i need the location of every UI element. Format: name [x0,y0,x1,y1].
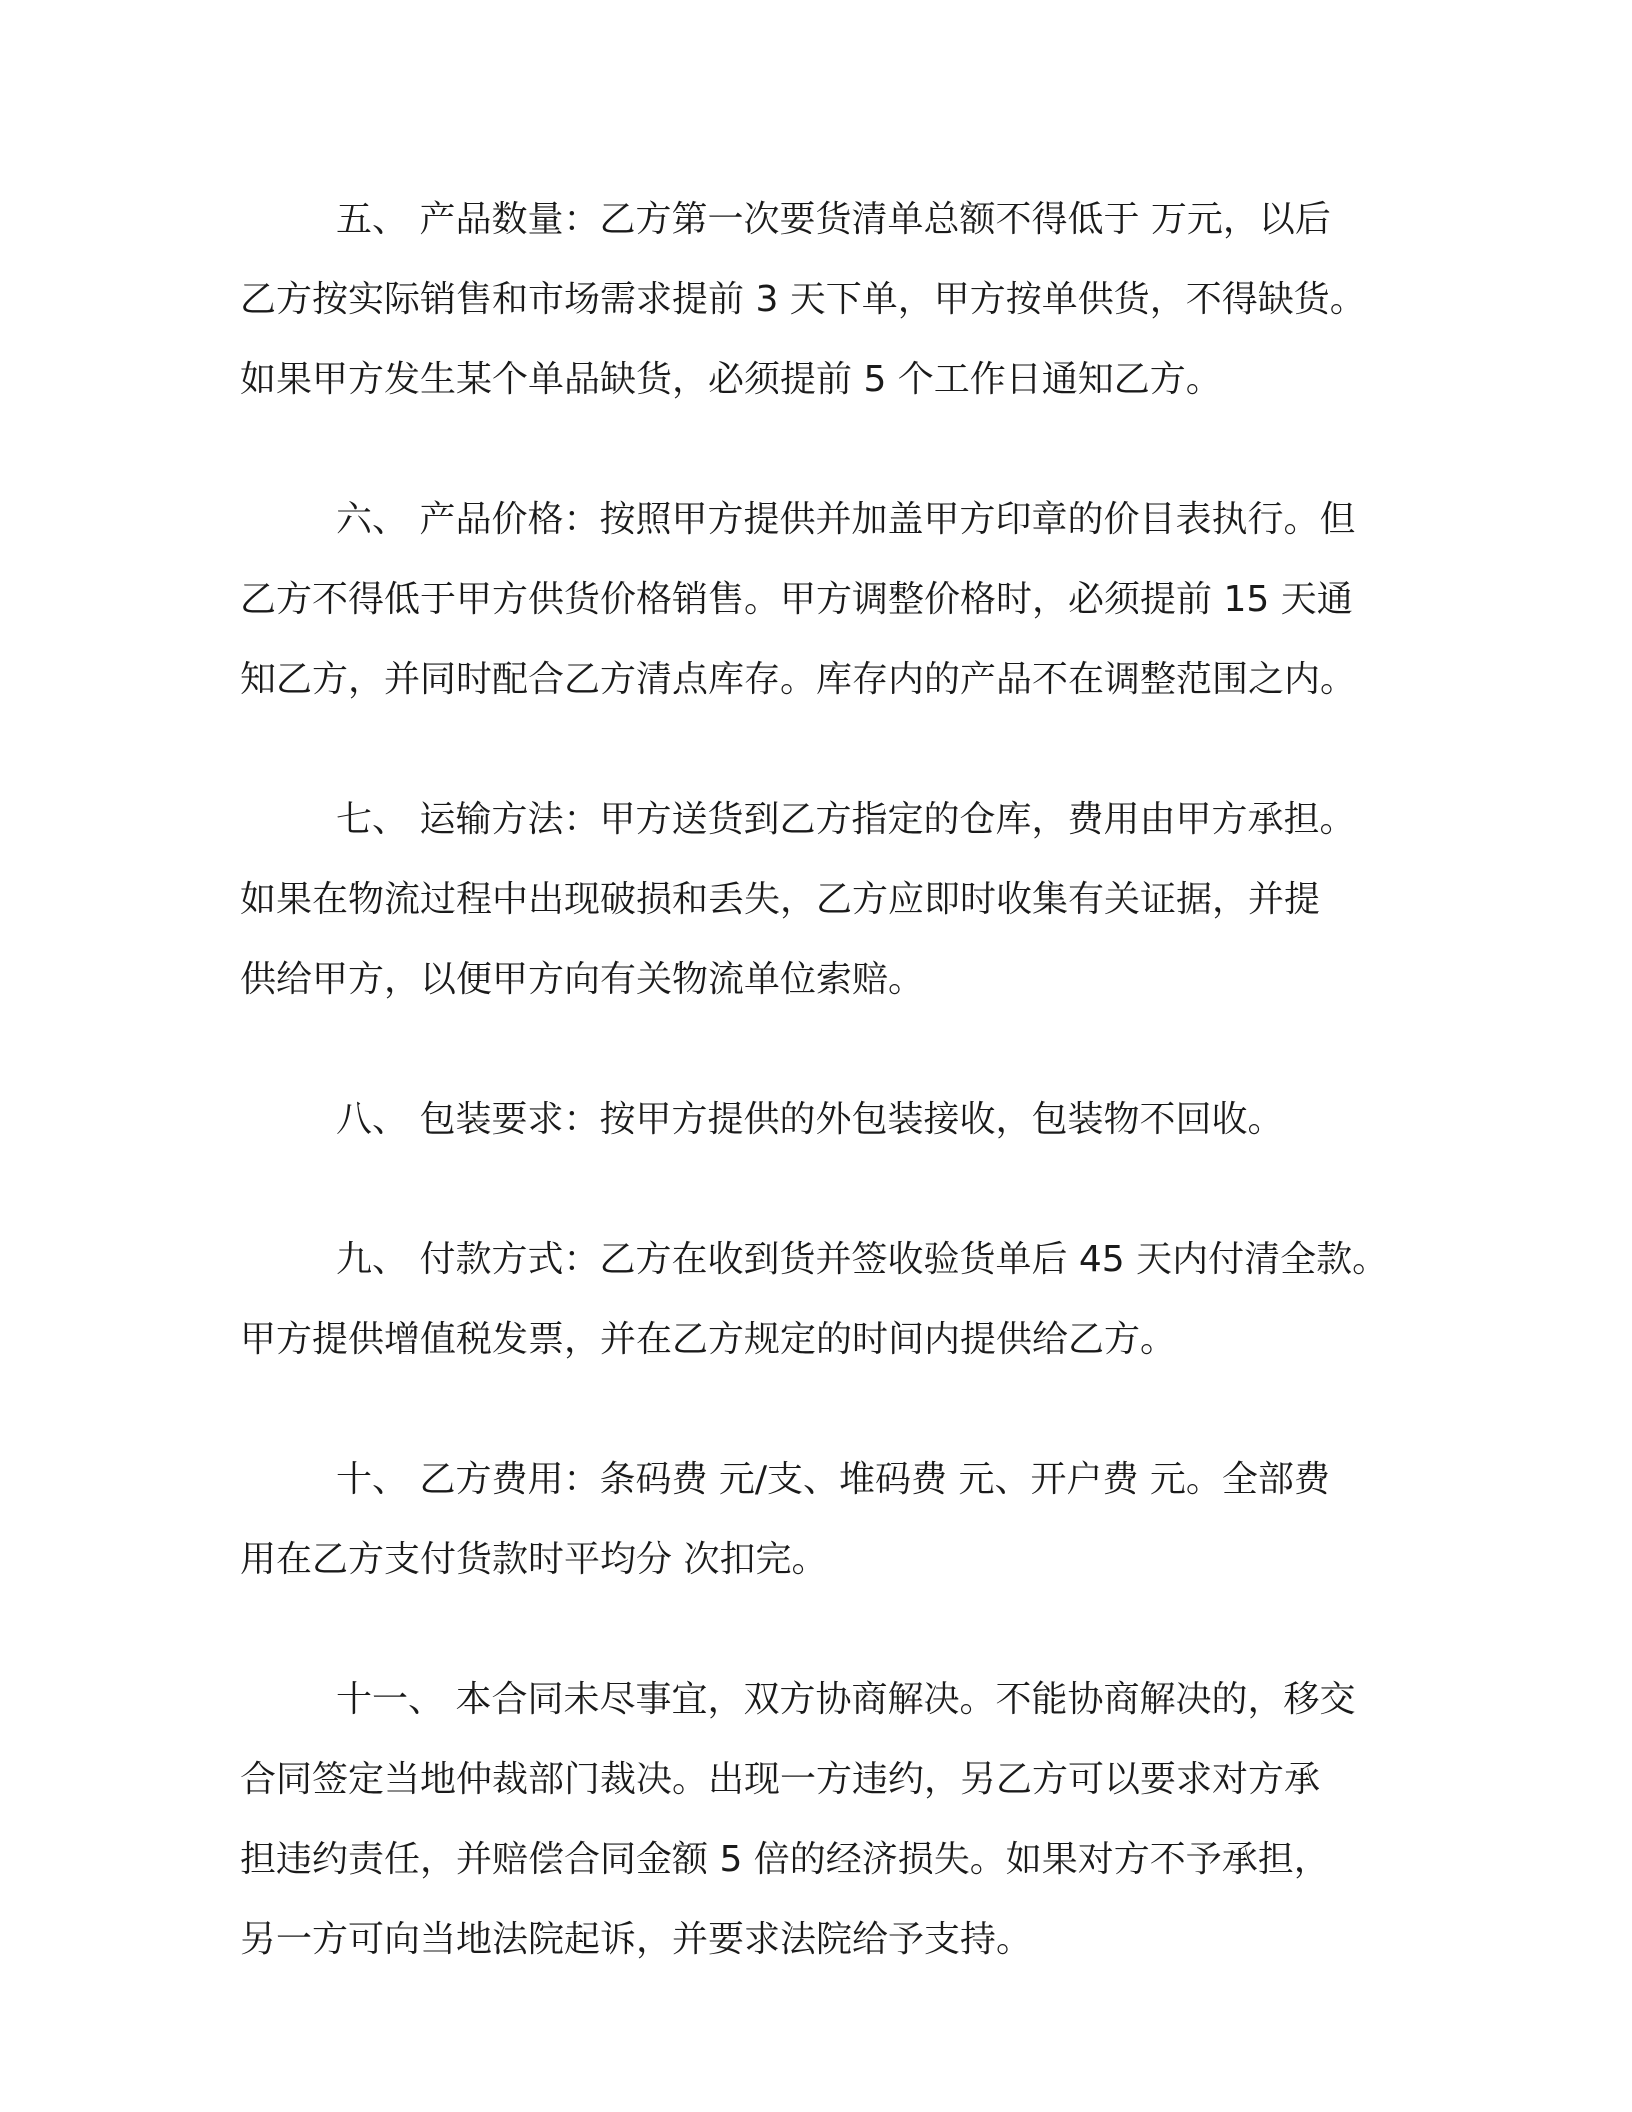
clause-line: 知乙方，并同时配合乙方清点库存。库存内的产品不在调整范围之内。 [240,659,1357,700]
clause-line: 乙方按实际销售和市场需求提前 3 天下单，甲方按单供货，不得缺货。 [240,279,1366,320]
clause-line: 用在乙方支付货款时平均分 次扣完。 [240,1539,828,1580]
clause-line: 担违约责任，并赔偿合同金额 5 倍的经济损失。如果对方不予承担， [240,1839,1330,1880]
clause-payment-method [240,1220,1400,1380]
clause-line: 七、 运输方法：甲方送货到乙方指定的仓库，费用由甲方承担。 [336,799,1356,840]
clause-line: 如果甲方发生某个单品缺货，必须提前 5 个工作日通知乙方。 [240,359,1222,400]
clause-line: 五、 产品数量：乙方第一次要货清单总额不得低于 万元，以后 [336,199,1331,240]
clause-party-b-fees [240,1440,1400,1600]
clause-line: 甲方提供增值税发票，并在乙方规定的时间内提供给乙方。 [240,1319,1177,1360]
clause-dispute-resolution [240,1660,1400,1980]
clause-packaging [240,1080,1400,1160]
clause-line: 如果在物流过程中出现破损和丢失，乙方应即时收集有关证据，并提 [240,879,1321,920]
clause-transport-method [240,780,1400,1020]
clause-line: 供给甲方，以便甲方向有关物流单位索赔。 [240,959,925,1000]
clause-line: 十、 乙方费用：条码费 元/支、堆码费 元、开户费 元。全部费 [336,1459,1330,1500]
clause-product-price [240,480,1400,720]
clause-line: 十一、 本合同未尽事宜，双方协商解决。不能协商解决的，移交 [336,1679,1356,1720]
clause-line: 乙方不得低于甲方供货价格销售。甲方调整价格时，必须提前 15 天通 [240,579,1353,620]
clause-line: 合同签定当地仲裁部门裁决。出现一方违约，另乙方可以要求对方承 [240,1759,1321,1800]
clause-product-quantity [240,180,1400,420]
clause-line: 六、 产品价格：按照甲方提供并加盖甲方印章的价目表执行。但 [336,499,1356,540]
contract-body [240,180,1400,2040]
clause-line: 八、 包装要求：按甲方提供的外包装接收，包装物不回收。 [336,1099,1284,1140]
clause-line: 九、 付款方式：乙方在收到货并签收验货单后 45 天内付清全款。 [336,1239,1389,1280]
clause-line: 另一方可向当地法院起诉，并要求法院给予支持。 [240,1919,1033,1960]
